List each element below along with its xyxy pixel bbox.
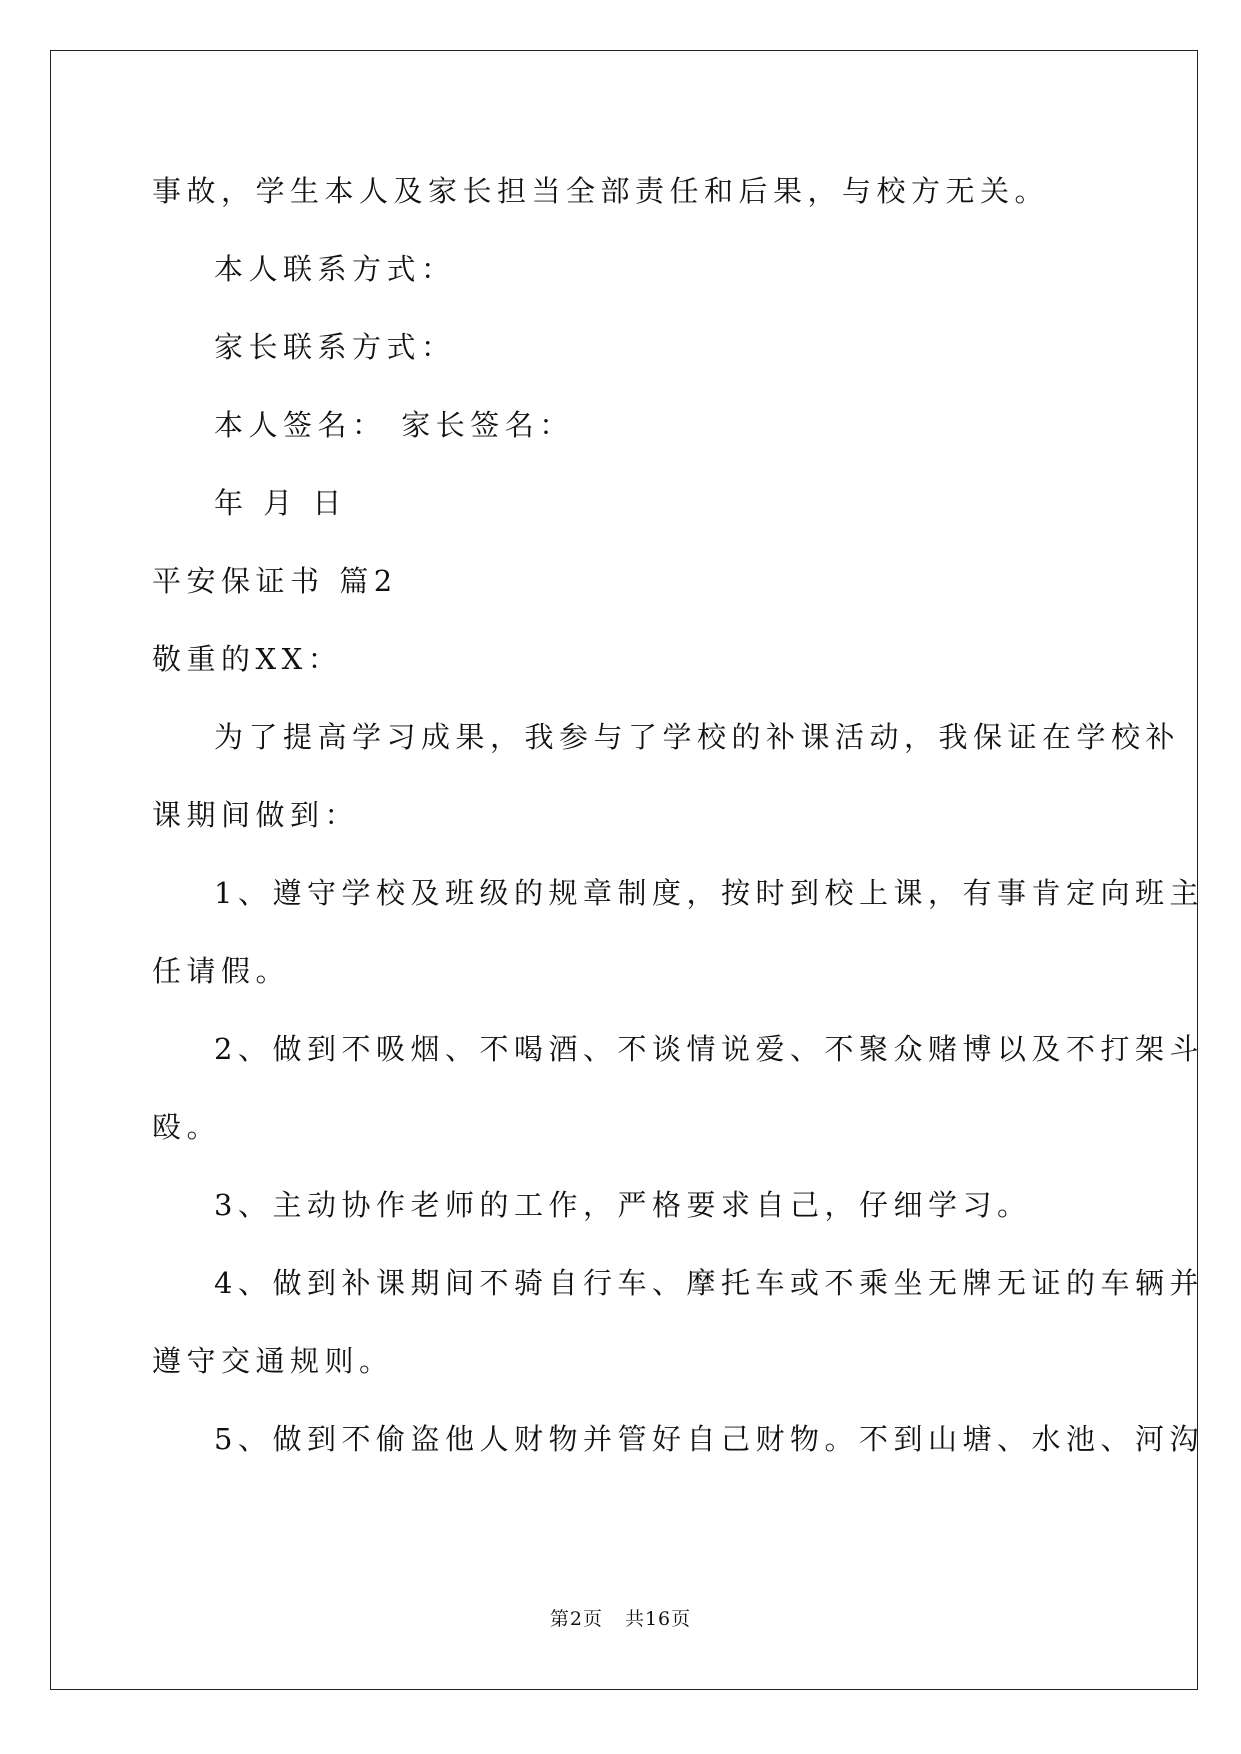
text-line: 3、主动协作老师的工作，严格要求自己，仔细学习。	[214, 1188, 1032, 1222]
text-line: 1、遵守学校及班级的规章制度，按时到校上课，有事肯定向班主	[214, 876, 1204, 910]
text-line: 4、做到补课期间不骑自行车、摩托车或不乘坐无牌无证的车辆并	[214, 1266, 1204, 1300]
text-line: 任请假。	[152, 954, 291, 988]
text-line: 课期间做到：	[152, 798, 360, 832]
page-footer	[0, 1604, 1241, 1631]
text-line: 殴。	[152, 1110, 222, 1144]
text-line: 遵守交通规则。	[152, 1344, 394, 1378]
salutation: 敬重的XX：	[152, 642, 343, 676]
text-line: 本人联系方式：	[214, 252, 456, 286]
text-line: 年 月 日	[214, 486, 347, 520]
text-line: 为了提高学习成果，我参与了学校的补课活动，我保证在学校补	[214, 720, 1181, 754]
text-line: 5、做到不偷盗他人财物并管好自己财物。不到山塘、水池、河沟	[214, 1422, 1204, 1456]
page-total: 共16页	[624, 1608, 692, 1630]
text-line: 2、做到不吸烟、不喝酒、不谈情说爱、不聚众赌博以及不打架斗	[214, 1032, 1204, 1066]
page-number: 第2页	[549, 1608, 603, 1630]
text-line: 家长联系方式：	[214, 330, 456, 364]
text-line: 事故，学生本人及家长担当全部责任和后果，与校方无关。	[152, 174, 1050, 208]
text-line: 本人签名： 家长签名：	[214, 408, 574, 442]
section-title: 平安保证书 篇2	[152, 564, 398, 598]
document-body	[152, 152, 1204, 1478]
